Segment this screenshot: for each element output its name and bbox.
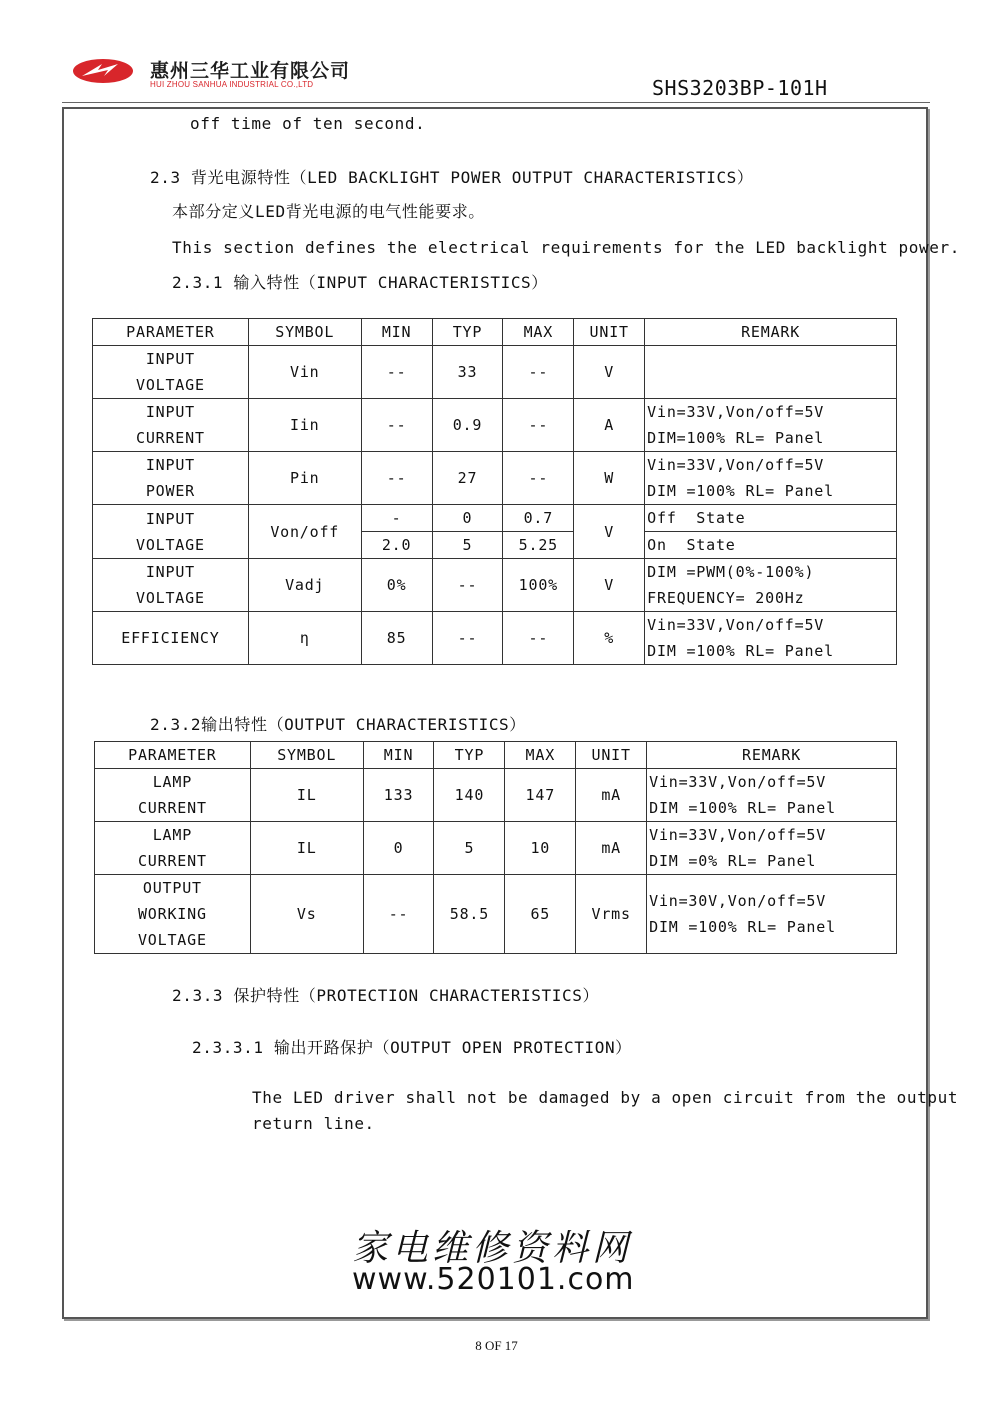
output-characteristics-table <box>94 741 897 954</box>
company-name-en: HUI ZHOU SANHUA INDUSTRIAL CO.,LTD <box>150 80 314 89</box>
symbol-cell: Vs <box>250 875 363 954</box>
watermark-url: www.520101.com <box>352 1262 635 1297</box>
page-number: 8 OF 17 <box>475 1338 518 1353</box>
section-desc-cn: 本部分定义LED背光电源的电气性能要求。 <box>172 202 485 221</box>
company-logo <box>72 56 134 86</box>
typ-cell: -- <box>432 612 503 665</box>
param-line: INPUT <box>145 509 195 528</box>
remark-cell <box>647 822 897 875</box>
remark-line: DIM =100% RL= Panel <box>647 642 834 660</box>
header-divider <box>62 102 930 103</box>
remark-cell: Off State <box>645 505 897 532</box>
open-protection-text-1: The LED driver shall not be damaged by a open circuit from the output <box>252 1088 959 1107</box>
header-min: MIN <box>361 319 432 346</box>
table-row <box>93 399 897 452</box>
company-name-cn: 惠州三华工业有限公司 <box>150 60 351 82</box>
remark-line: FREQUENCY= 200Hz <box>647 589 805 607</box>
table-row <box>93 505 897 532</box>
symbol-cell: η <box>248 612 361 665</box>
max-cell: -- <box>503 452 574 505</box>
max-cell: 10 <box>505 822 576 875</box>
section-2-3-title: 2.3 背光电源特性（LED BACKLIGHT POWER OUTPUT CHARACTERISTICS） <box>150 168 754 187</box>
section-desc-en: This section defines the electrical requirements for the LED backlight power. <box>172 238 960 257</box>
remark-line: DIM =PWM(0%-100%) <box>647 563 815 581</box>
unit-cell: mA <box>576 769 647 822</box>
unit-cell: V <box>574 505 645 559</box>
symbol-cell: Vin <box>248 346 361 399</box>
symbol-cell: IL <box>250 822 363 875</box>
typ-cell: 5 <box>432 532 503 559</box>
typ-cell: 27 <box>432 452 503 505</box>
typ-cell: 140 <box>434 769 505 822</box>
unit-cell: W <box>574 452 645 505</box>
min-cell: -- <box>361 399 432 452</box>
symbol-cell: Von/off <box>248 505 361 559</box>
param-line: VOLTAGE <box>135 589 205 607</box>
remark-line: Vin=33V,Von/off=5V <box>647 456 825 474</box>
symbol-cell: IL <box>250 769 363 822</box>
unit-cell: V <box>574 346 645 399</box>
min-cell: 85 <box>361 612 432 665</box>
header-parameter: PARAMETER <box>95 742 251 769</box>
min-cell: -- <box>363 875 434 954</box>
input-characteristics-table <box>92 318 897 665</box>
parameter-cell <box>93 346 249 399</box>
param-line: VOLTAGE <box>135 535 205 554</box>
remark-line: DIM =0% RL= Panel <box>649 852 817 870</box>
remark-line: Vin=33V,Von/off=5V <box>647 616 825 634</box>
watermark-cn: 家电维修资料网 <box>352 1228 633 1269</box>
remark-cell <box>645 399 897 452</box>
parameter-cell: EFFICIENCY <box>93 612 249 665</box>
parameter-cell <box>95 822 251 875</box>
typ-cell: 33 <box>432 346 503 399</box>
header-typ: TYP <box>432 319 503 346</box>
remark-line: Vin=30V,Von/off=5V <box>649 892 827 910</box>
table-row <box>95 769 897 822</box>
remark-cell <box>647 875 897 954</box>
min-cell: -- <box>361 452 432 505</box>
parameter-cell <box>93 399 249 452</box>
table-row <box>95 822 897 875</box>
min-cell: 0% <box>361 559 432 612</box>
header-remark: REMARK <box>645 319 897 346</box>
parameter-cell <box>93 452 249 505</box>
min-cell: 2.0 <box>361 532 432 559</box>
max-cell: 147 <box>505 769 576 822</box>
parameter-cell <box>95 769 251 822</box>
unit-cell: V <box>574 559 645 612</box>
remark-cell <box>645 612 897 665</box>
section-2-3-3-title: 2.3.3 保护特性（PROTECTION CHARACTERISTICS） <box>172 986 600 1005</box>
remark-cell <box>645 346 897 399</box>
remark-cell: On State <box>645 532 897 559</box>
param-line: CURRENT <box>137 852 207 870</box>
header-max: MAX <box>503 319 574 346</box>
param-line: INPUT <box>145 403 195 421</box>
param-line: CURRENT <box>137 799 207 817</box>
min-cell: -- <box>361 346 432 399</box>
section-2-3-3-1-title: 2.3.3.1 输出开路保护（OUTPUT OPEN PROTECTION） <box>192 1038 632 1057</box>
table-row <box>95 875 897 954</box>
remark-cell <box>645 559 897 612</box>
table-row <box>93 346 897 399</box>
parameter-cell <box>93 559 249 612</box>
continued-text: off time of ten second. <box>190 114 426 133</box>
min-cell: - <box>361 505 432 532</box>
table-row <box>93 452 897 505</box>
symbol-cell: Iin <box>248 399 361 452</box>
param-line: INPUT <box>145 350 195 368</box>
header-typ: TYP <box>434 742 505 769</box>
max-cell: -- <box>503 612 574 665</box>
max-cell: -- <box>503 346 574 399</box>
param-line: INPUT <box>145 456 195 474</box>
table-header-row <box>95 742 897 769</box>
unit-cell: mA <box>576 822 647 875</box>
typ-cell: 5 <box>434 822 505 875</box>
document-number: SHS3203BP-101H <box>652 76 828 100</box>
table-row <box>93 559 897 612</box>
header-symbol: SYMBOL <box>248 319 361 346</box>
typ-cell: 0 <box>432 505 503 532</box>
param-line: OUTPUT <box>142 879 202 897</box>
header-unit: UNIT <box>576 742 647 769</box>
max-cell: 100% <box>503 559 574 612</box>
param-line: POWER <box>145 482 195 500</box>
remark-line: DIM =100% RL= Panel <box>649 799 836 817</box>
max-cell: 65 <box>505 875 576 954</box>
header-max: MAX <box>505 742 576 769</box>
typ-cell: 58.5 <box>434 875 505 954</box>
unit-cell: % <box>574 612 645 665</box>
remark-cell <box>645 452 897 505</box>
header-unit: UNIT <box>574 319 645 346</box>
max-cell: 0.7 <box>503 505 574 532</box>
remark-line: DIM =100% RL= Panel <box>647 482 834 500</box>
parameter-cell <box>93 505 249 559</box>
remark-line: DIM=100% RL= Panel <box>647 429 825 447</box>
param-line: CURRENT <box>135 429 205 447</box>
param-line: VOLTAGE <box>135 376 205 394</box>
max-cell: -- <box>503 399 574 452</box>
header-min: MIN <box>363 742 434 769</box>
param-line: VOLTAGE <box>137 931 207 949</box>
unit-cell: Vrms <box>576 875 647 954</box>
header-symbol: SYMBOL <box>250 742 363 769</box>
remark-line: DIM =100% RL= Panel <box>649 918 836 936</box>
table-header-row <box>93 319 897 346</box>
header-remark: REMARK <box>647 742 897 769</box>
section-2-3-1-title: 2.3.1 输入特性（INPUT CHARACTERISTICS） <box>172 273 548 292</box>
section-2-3-2-title: 2.3.2输出特性（OUTPUT CHARACTERISTICS） <box>150 715 526 734</box>
typ-cell: 0.9 <box>432 399 503 452</box>
parameter-cell <box>95 875 251 954</box>
param-line: LAMP <box>152 826 193 844</box>
symbol-cell: Vadj <box>248 559 361 612</box>
open-protection-text-2: return line. <box>252 1114 375 1133</box>
param-line: INPUT <box>145 563 195 581</box>
min-cell: 0 <box>363 822 434 875</box>
typ-cell: -- <box>432 559 503 612</box>
remark-line: Vin=33V,Von/off=5V <box>649 826 827 844</box>
table-row <box>93 612 897 665</box>
header-parameter: PARAMETER <box>93 319 249 346</box>
min-cell: 133 <box>363 769 434 822</box>
remark-line: Vin=33V,Von/off=5V <box>649 773 827 791</box>
remark-line: Vin=33V,Von/off=5V <box>647 403 825 421</box>
max-cell: 5.25 <box>503 532 574 559</box>
remark-cell <box>647 769 897 822</box>
symbol-cell: Pin <box>248 452 361 505</box>
param-line: WORKING <box>137 905 207 923</box>
unit-cell: A <box>574 399 645 452</box>
param-line: LAMP <box>152 773 193 791</box>
